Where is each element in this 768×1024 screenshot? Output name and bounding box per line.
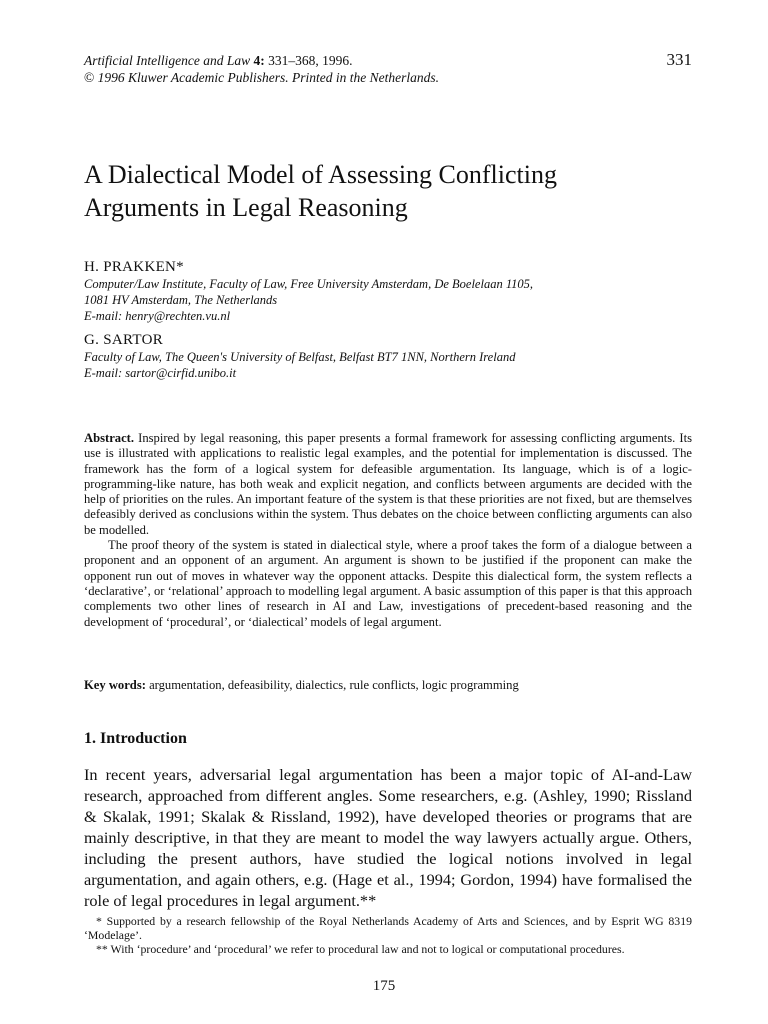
abstract-paragraph (84, 431, 692, 538)
keywords-text: argumentation, defeasibility, dialectics, rule conflicts, logic programming (149, 678, 519, 692)
journal-name: Artificial Intelligence and Law (84, 53, 251, 68)
footnote: ** With ‘procedure’ and ‘procedural’ we refer to procedural law and not to logical or computational procedures. (96, 942, 625, 956)
author-block (84, 258, 684, 324)
keywords (84, 678, 692, 693)
author-name: H. PRAKKEN* (84, 259, 184, 275)
abstract-text: Inspired by legal reasoning, this paper presents a formal framework for assessing conflicting arguments. Its use is illustrated with applications to realistic legal examples, and the potential for implementation is discussed. The framework has the form of a logical system for defeasible argumentation. Its language, which is of a logic-programming-like nature, has both weak and explicit negation, and conflicts between arguments are decided with the help of priorities on the rules. An important feature of the system is that these priorities are not fixed, but are themselves defeasibly derived as conclusions within the system. Thus debates on the choice between conflicting arguments can also be modelled. (84, 431, 692, 537)
journal-citation (84, 52, 439, 69)
folio-number: 175 (372, 978, 396, 994)
author-affiliation-line: Computer/Law Institute, Faculty of Law, Free University Amsterdam, De Boelelaan 1105, (84, 277, 534, 291)
section-heading: 1. Introduction (84, 730, 187, 747)
title-line: A Dialectical Model of Assessing Conflicting (84, 160, 557, 189)
abstract-paragraph: The proof theory of the system is stated in dialectical style, where a proof takes the form of a dialogue between a proponent and an opponent of an argument. An argument is shown to be justified if the proponent can make the opponent run out of moves in whatever way the opponent attacks. Despite this dialectical form, the system reflects a ‘declarative’, or ‘relational’ approach to modelling legal argument. A basic assumption of this paper is that this approach complements two other lines of research in AI and Law, investigations of precedent-based reasoning and the development of ‘procedural’, or ‘dialectical’ models of legal argument. (84, 538, 692, 629)
author-name: G. SARTOR (84, 332, 164, 348)
author-affiliation-line: Faculty of Law, The Queen's University of Belfast, Belfast BT7 1NN, Northern Ireland (84, 350, 516, 364)
footnotes (84, 914, 692, 956)
journal-volume: 4: (253, 53, 265, 68)
body-paragraph: In recent years, adversarial legal argumentation has been a major topic of AI-and-Law research, approached from different angles. Some researchers, e.g. (Ashley, 1990; Rissland & Skalak, 1991; Skalak & Rissland, 1992), have developed theories or programs that are mainly descriptive, in that they are meant to model the way lawyers actually argue. Others, including the present authors, have studied the logical notions involved in legal argumentation, and again others, e.g. (Hage et al., 1994; Gordon, 1994) have formalised the role of legal procedures in legal argument.** (84, 765, 692, 910)
footnote: * Supported by a research fellowship of the Royal Netherlands Academy of Arts and Sciences, and by Esprit WG 8319 ‘Modelage’. (84, 914, 692, 942)
author-block (84, 331, 684, 381)
title-line: Arguments in Legal Reasoning (84, 193, 408, 222)
author-email: E-mail: sartor@cirfid.unibo.it (84, 366, 237, 380)
journal-pages: 331–368, 1996. (268, 53, 353, 68)
author-affiliation-line: 1081 HV Amsterdam, The Netherlands (84, 293, 278, 307)
author-email: E-mail: henry@rechten.vu.nl (84, 309, 231, 323)
paper-title (84, 158, 684, 224)
journal-header (84, 52, 439, 86)
keywords-label: Key words: (84, 678, 146, 692)
copyright-symbol: © (84, 70, 95, 85)
abstract-label: Abstract. (84, 431, 135, 445)
copyright-line (84, 69, 439, 86)
abstract (84, 431, 692, 630)
copyright-text: 1996 Kluwer Academic Publishers. Printed in the Netherlands. (97, 70, 439, 85)
page-number: 331 (666, 50, 692, 69)
